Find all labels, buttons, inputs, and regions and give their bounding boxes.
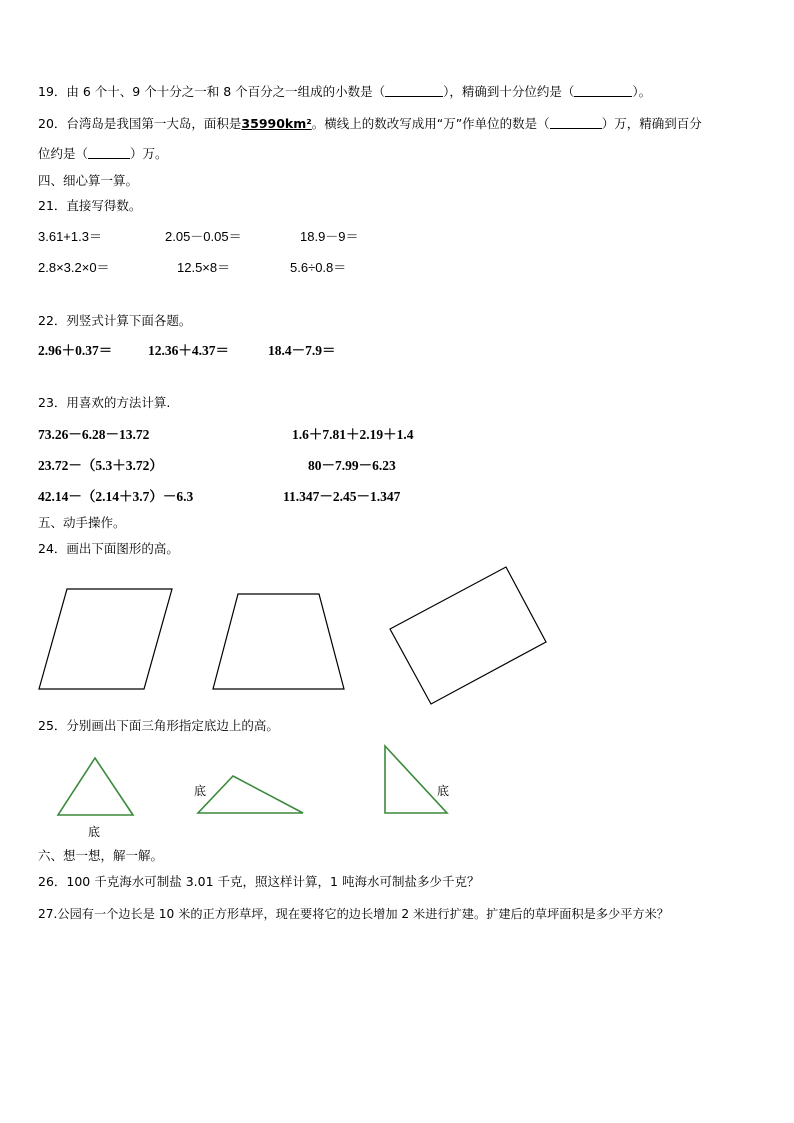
q23-item: 80－7.99－6.23 bbox=[308, 458, 396, 473]
q20-text-e: ）万。 bbox=[130, 146, 168, 161]
trapezoid-shape[interactable] bbox=[213, 594, 344, 689]
q20-text-a: 20．台湾岛是我国第一大岛，面积是 bbox=[38, 116, 242, 131]
q20-text-d: 位约是（ bbox=[38, 146, 89, 161]
q23-item: 1.6＋7.81＋2.19＋1.4 bbox=[292, 427, 414, 442]
isosceles-triangle-shape[interactable] bbox=[58, 758, 133, 815]
q20-area-value: 35990km² bbox=[241, 116, 312, 131]
q21-title: 21．直接写得数。 bbox=[38, 198, 142, 213]
q21-item: 5.6÷0.8＝ bbox=[290, 260, 347, 275]
obtuse-triangle-shape[interactable] bbox=[198, 776, 303, 813]
q19-text: 19．由 6 个十、9 个十分之一和 8 个百分之一组成的小数是（ bbox=[38, 84, 386, 99]
q22-title: 22．列竖式计算下面各题。 bbox=[38, 313, 192, 328]
q21-item: 2.8×3.2×0＝ bbox=[38, 260, 110, 275]
q21-item: 2.05－0.05＝ bbox=[165, 229, 242, 244]
base-label-triangle-1: 底 bbox=[88, 825, 101, 839]
q23-item: 42.14－（2.14＋3.7）－6.3 bbox=[38, 489, 194, 504]
q21-item: 3.61+1.3＝ bbox=[38, 229, 102, 244]
section-5-heading: 五、动手操作。 bbox=[38, 515, 126, 530]
q21-item: 18.9－9＝ bbox=[300, 229, 359, 244]
q24-title: 24．画出下面图形的高。 bbox=[38, 541, 179, 556]
q21-item: 12.5×8＝ bbox=[177, 260, 231, 275]
q23-item: 11.347－2.45－1.347 bbox=[283, 489, 401, 504]
q23-item: 23.72－（5.3＋3.72） bbox=[38, 458, 163, 473]
q25-title: 25．分别画出下面三角形指定底边上的高。 bbox=[38, 718, 279, 733]
q22-item: 2.96＋0.37＝ bbox=[38, 343, 113, 358]
right-triangle-shape[interactable] bbox=[385, 746, 450, 813]
question-26: 26．100 千克海水可制盐 3.01 千克，照这样计算，1 吨海水可制盐多少千克？ bbox=[38, 874, 480, 889]
parallelogram-shape[interactable] bbox=[39, 589, 172, 689]
q20-text-b: 。横线上的数改写成用“万”作单位的数是（ bbox=[311, 116, 550, 131]
q22-item: 12.36＋4.37＝ bbox=[148, 343, 229, 358]
q23-item: 73.26－6.28－13.72 bbox=[38, 427, 150, 442]
q22-item: 18.4－7.9＝ bbox=[268, 343, 336, 358]
base-label-triangle-2: 底 bbox=[194, 784, 207, 798]
q20-text-c: ）万，精确到百分 bbox=[601, 116, 702, 131]
section-6-heading: 六、想一想，解一解。 bbox=[38, 848, 164, 863]
q23-title: 23．用喜欢的方法计算. bbox=[38, 395, 171, 410]
section-4-heading: 四、细心算一算。 bbox=[38, 173, 139, 188]
q19-mid: ），精确到十分位约是（ bbox=[443, 84, 575, 99]
q19-end: ）。 bbox=[632, 84, 652, 99]
rotated-rectangle-shape[interactable] bbox=[390, 567, 546, 704]
base-label-triangle-3: 底 bbox=[437, 784, 450, 798]
question-27: 27.公园有一个边长是 10 米的正方形草坪，现在要将它的边长增加 2 米进行扩建。扩建后的草坪面积是多少平方米？ bbox=[38, 907, 669, 921]
